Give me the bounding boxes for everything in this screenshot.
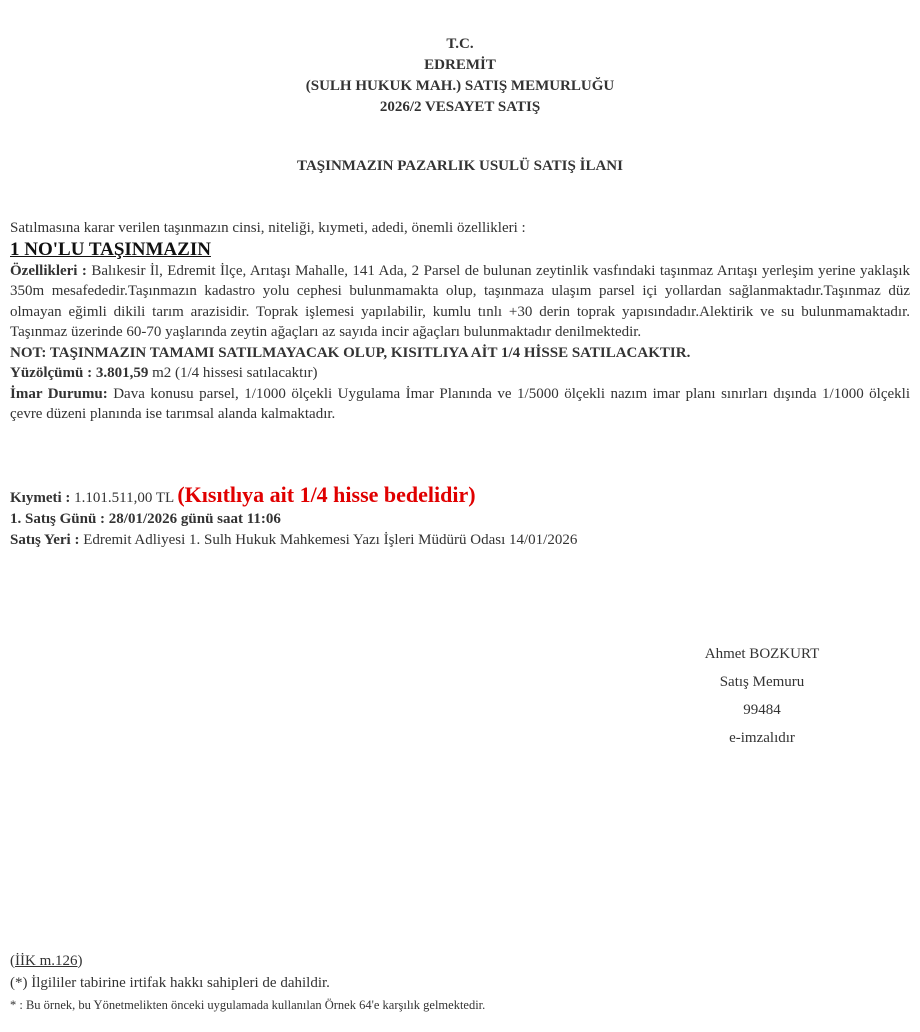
signer-number: 99484 [743,702,781,718]
sale-place-line [10,530,910,551]
area-line [10,363,910,384]
sale-place-value: Edremit Adliyesi 1. Sulh Hukuk Mahkemesi Yazı İşleri Müdürü Odası 14/01/2026 [83,532,578,548]
value-label: Kıymeti : [10,490,71,506]
ref-open-paren: ( [10,953,15,969]
area-suffix: m2 (1/4 hissesi satılacaktır) [152,365,318,381]
page-title: TAŞINMAZIN PAZARLIK USULÜ SATIŞ İLANI [297,158,623,174]
parcel-heading: 1 NO'LU TAŞINMAZIN [10,238,211,260]
header-case-number: 2026/2 VESAYET SATIŞ [379,99,541,115]
signer-name: Ahmet BOZKURT [704,646,820,662]
value-note: (Kısıtlıya ait 1/4 hisse bedelidir) [177,482,476,507]
signature-block [662,640,862,752]
footnote-interested-parties: (*) İlgililer tabirine irtifak hakkı sahipleri de dahildir. [10,975,330,991]
zoning-paragraph [10,384,910,425]
law-reference-link[interactable]: İİK m.126 [15,953,78,969]
features-paragraph [10,261,910,343]
signer-role: Satış Memuru [719,674,805,690]
features-text: Balıkesir İl, Edremit İlçe, Arıtaşı Mahalle, 141 Ada, 2 Parsel de bulunan zeytinlik vasfındaki taşınmaz Arıtaşı yerleşim yerine yaklaşık 350m mesafededir.Taşınmazın kadastro yolu cephesi bulunmamakta olup, taşınmaza ulaşım parsel içi yollardan sağlanmaktadır.Taşınmaz düz olmayan eğimli dikili tarım arazisidir. Toprak işlemesi yapılabilir, kumlu tınlı +30 derin toprak yapısındadır.Alektirik ve su bulunmamaktadır. Taşınmaz üzerinde 60-70 yaşlarında zeytin ağaçları az sayıda incir ağaçları bulunmaktadır denilmektedir. [10,262,910,340]
zoning-text: Dava konusu parsel, 1/1000 ölçekli Uygulama İmar Planında ve 1/5000 ölçekli nazım imar planı sınırları dışında 1/1000 ölçekli çevre düzeni planında ise tarımsal alanda kalmaktadır. [10,385,910,422]
sale-info [10,484,910,551]
law-reference [10,951,910,972]
value-line [10,484,910,509]
intro-text: Satılmasına karar verilen taşınmazın cinsi, niteliği, kıymeti, adedi, önemli özellikleri : [10,220,526,236]
zoning-label: İmar Durumu: [10,385,108,402]
header-tc: T.C. [446,36,474,52]
parcel-details [10,218,910,425]
area-value: 3.801,59 [95,365,149,381]
header-office: (SULH HUKUK MAH.) SATIŞ MEMURLUĞU [305,78,615,94]
sale-day-value: 28/01/2026 günü saat 11:06 [108,511,281,527]
sale-day-line [10,509,910,530]
area-label: Yüzölçümü : [10,365,93,381]
footnote-form-reference: * : Bu örnek, bu Yönetmelikten önceki uygulamada kullanılan Örnek 64'e karşılık gelmektedir. [10,998,486,1012]
sale-day-label: 1. Satış Günü : [10,511,106,527]
value-amount: 1.101.511,00 TL [74,490,174,506]
features-label: Özellikleri : [10,262,87,279]
sale-place-label: Satış Yeri : [10,532,80,548]
footer-notes [10,951,910,1016]
esign-label: e-imzalıdır [729,730,795,746]
header-city: EDREMİT [424,57,496,73]
ref-close-paren: ) [77,953,83,969]
sale-note: NOT: TAŞINMAZIN TAMAMI SATILMAYACAK OLUP, KISITLIYA AİT 1/4 HİSSE SATILACAKTIR. [10,344,691,361]
document-header [0,34,920,118]
